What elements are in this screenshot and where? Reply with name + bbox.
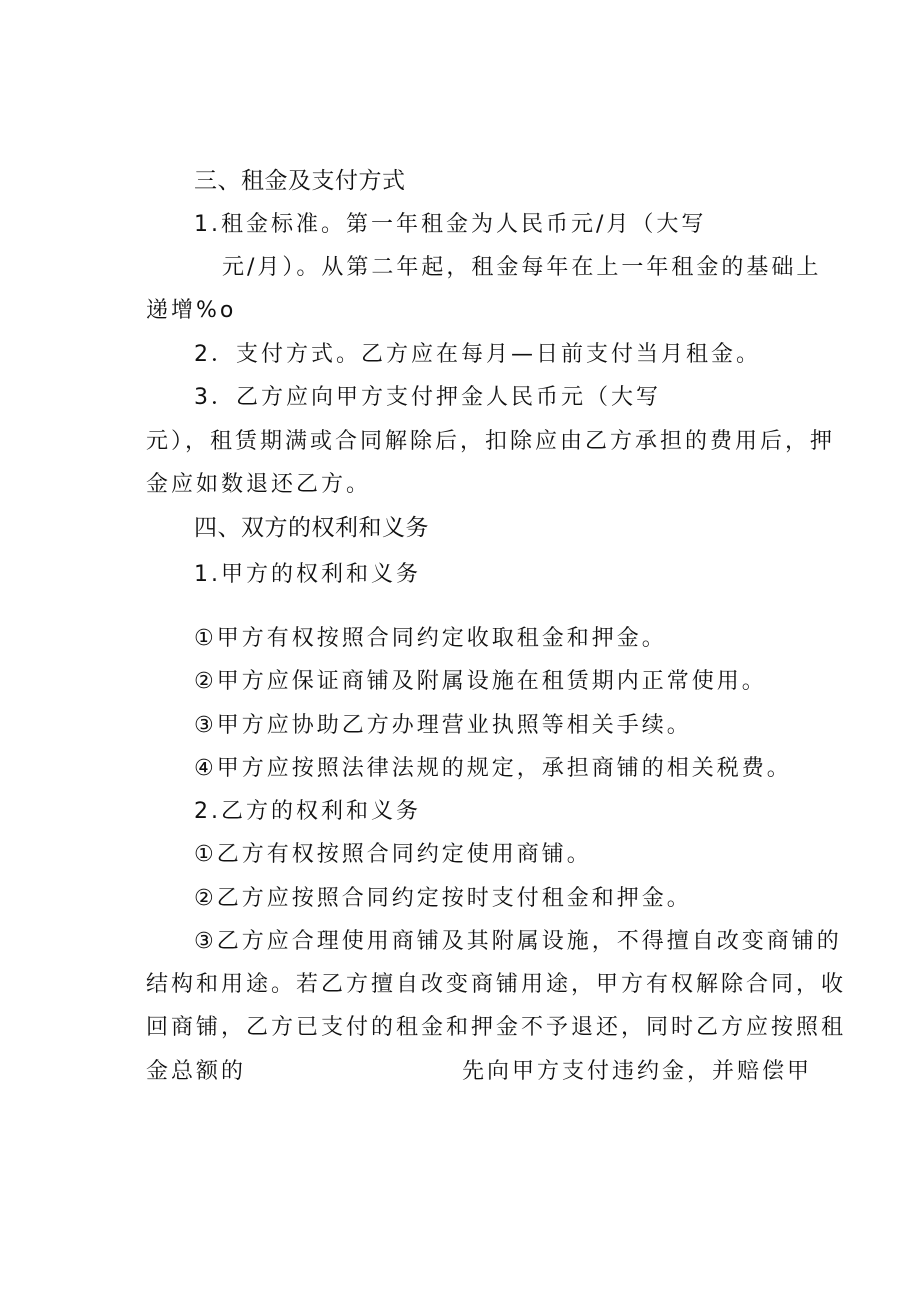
party-b-item-2: ②乙方应按照合同约定按时支付租金和押金。 (194, 886, 692, 911)
section-3-heading: 三、租金及支付方式 (194, 168, 406, 194)
party-a-title: 1.甲方的权利和义务 (194, 562, 421, 587)
party-b-title: 2.乙方的权利和义务 (194, 799, 421, 824)
party-b-item-3-line-1: ③乙方应合理使用商铺及其附属设施，不得擅自改变商铺的 (194, 929, 842, 954)
party-b-item-3-line-2: 结构和用途。若乙方擅自改变商铺用途，甲方有权解除合同，收 (146, 972, 847, 997)
party-b-item-3-line-3: 回商铺，乙方已支付的租金和押金不予退还，同时乙方应按照租 (146, 1015, 847, 1040)
party-b-item-1: ①乙方有权按照合同约定使用商铺。 (194, 842, 592, 867)
deposit-line-1: 3．乙方应向甲方支付押金人民币元（大写 (194, 385, 661, 410)
payment-method-line: 2．支付方式。乙方应在每月—日前支付当月租金。 (194, 342, 761, 367)
party-b-item-3-line-4a: 金总额的 (146, 1059, 247, 1084)
deposit-line-2: 元），租赁期满或合同解除后，扣除应由乙方承担的费用后，押 (146, 429, 836, 454)
rent-standard-line-3: 递增%o (146, 298, 237, 323)
rent-standard-line-2: 元/月）。从第二年起，租金每年在上一年租金的基础上 (222, 255, 822, 280)
party-a-item-3: ③甲方应协助乙方办理营业执照等相关手续。 (194, 713, 692, 738)
party-a-item-2: ②甲方应保证商铺及附属设施在租赁期内正常使用。 (194, 669, 767, 694)
rent-standard-line-1: 1.租金标准。第一年租金为人民币元/月（大写 (194, 212, 707, 237)
party-a-item-4: ④甲方应按照法律法规的规定，承担商铺的相关税费。 (194, 756, 792, 781)
section-4-heading: 四、双方的权利和义务 (194, 515, 429, 541)
party-a-item-1: ①甲方有权按照合同约定收取租金和押金。 (194, 626, 667, 651)
party-b-item-3-line-4b: 先向甲方支付违约金，并赔偿甲 (462, 1059, 813, 1084)
deposit-line-3: 金应如数退还乙方。 (146, 472, 372, 497)
